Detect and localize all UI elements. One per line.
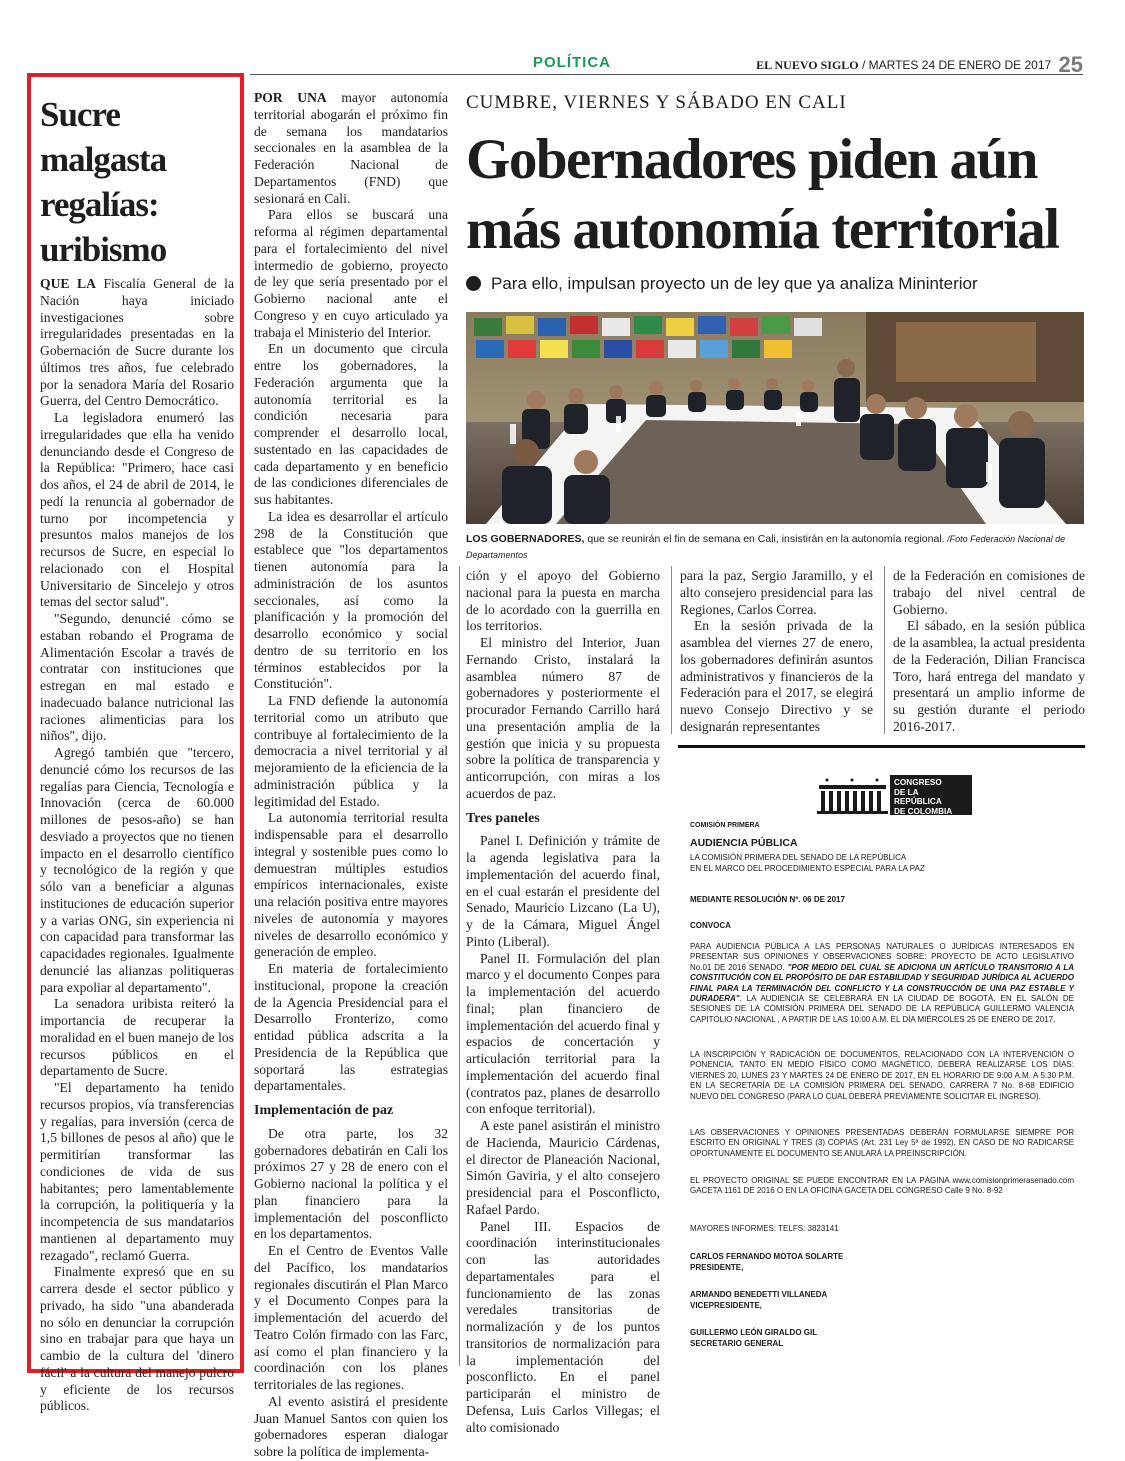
- paragraph: A este panel asistirán el ministro de Hacienda, Mauricio Cárdenas, el director de Planeación Nacional, Simón Gaviria, y el alto consejero presidencial para el Posconflicto, Rafael Pardo.: [466, 1118, 660, 1217]
- article-column-1: [254, 90, 448, 1461]
- paragraph: En la sesión privada de la asamblea del viernes 27 de enero, los gobernadores definirán asuntos administrativos y financieros de la Federación para el 2017, se elegirá nuevo Consejo Directivo y se designarán representantes: [680, 618, 873, 734]
- notice-title: AUDIENCIA PÚBLICA: [690, 837, 798, 849]
- paragraph: ción y el apoyo del Gobierno nacional para la puesta en marcha de lo acordado con la guerrilla en los territorios.: [466, 568, 660, 634]
- public-hearing-notice: [678, 745, 1085, 1357]
- sidebar-headline: Sucre malgasta regalías: uribismo: [40, 95, 167, 269]
- paragraph: La idea es desarrollar el artículo 298 de la Constitución que establece que "los departamentos tienen autonomía para la administración de los asuntos seccionales, así como la planificación y la promoción del desarrollo económico y social dentro de su territorio en los términos establecidos por la Constitución".: [254, 508, 448, 692]
- notice-paragraph: LA INSCRIPCIÓN Y RADICACIÓN DE DOCUMENTOS, RELACIONADO CON LA INTERVENCIÓN O PONENCIA, TANTO EN MEDIO FÍSICO COMO MAGNÉTICO, DEBERÁ REALIZARSE LOS DÍAS: VIERNES 20, LUNES 23 Y MARTES 24 DE ENERO DE 2017, EN EL HORARIO DE 9:00 A.M. A 5:30 P.M. EN LA SECRETARÍA DE LA COMISIÓN PRIMERA DEL SENADO, CARRERA 7 No. 8-68 EDIFICIO NUEVO DEL CONGRESO (PARA LO CUAL DEBERÁ PREVIAMENTE SOLICITAR EL INGRESO).: [690, 1050, 1074, 1101]
- kicker: CUMBRE, VIERNES Y SÁBADO EN CALI: [466, 92, 847, 113]
- subheadline: Para ello, impulsan proyecto un de ley que ya analiza Mininterior: [466, 274, 978, 294]
- commission-name: COMISIÓN PRIMERA: [690, 822, 760, 829]
- paragraph: "El departamento ha tenido recursos propios, vía transferencias y regalías, para inversión (cerca de 1,5 billones de pesos al año) que le permitirían transformar las condiciones de vida de sus habitantes; pero lamentablemente la corrupción, la politiquería y la incompetencia de sus mandatarios mantienen al departamento muy rezagado", reclamó Guerra.: [40, 1080, 234, 1263]
- paragraph: La senadora uribista reiteró la importancia de recuperar la moralidad en el buen manejo de los recursos públicos en el departamento de Sucre.: [40, 996, 234, 1079]
- convoca-label: CONVOCA: [690, 921, 731, 930]
- notice-paragraph: PARA AUDIENCIA PÚBLICA A LAS PERSONAS NATURALES O JURÍDICAS INTERESADOS EN PRESENTAR SUS OPINIONES Y OBSERVACIONES SOBRE: PROYECTO DE ACTO LEGISLATIVO No.01 DE 2016 SENADO. "POR MEDIO DEL CUAL SE ADICIONA UN ARTÍCULO TRANSITORIO A LA CONSTITUCIÓN CON EL PROPÓSITO DE DAR ESTABILIDAD Y SEGURIDAD JURÍDICA AL ACUERDO FINAL PARA LA TERMINACIÓN DEL CONFLICTO Y LA CONSTRUCCIÓN DE UNA PAZ ESTABLE Y DURADERA". LA AUDIENCIA SE CELEBRARÁ EN LA CIUDAD DE BOGOTÁ, EN EL SALÓN DE SESIONES DE LA COMISIÓN PRIMERA DEL SENADO DE LA REPÚBLICA GUILLERMO VALENCIA CAPITOLIO NACIONAL , A PARTIR DE LAS 10:00 A.M. EL DÍA MIÉRCOLES 25 DE ENERO DE 2017.: [690, 942, 1074, 1024]
- section-label: POLÍTICA: [533, 54, 611, 71]
- main-headline: Gobernadores piden aún más autonomía territorial: [466, 128, 1059, 261]
- photo-caption: [466, 531, 1084, 563]
- paragraph: En un documento que circula entre los gobernadores, la Federación argumenta que la autonomía territorial es la condición necesaria para comprender el desarrollo local, sustentado en las capacidades de cada departamento y en beneficio de las condiciones diferenciales de sus habitantes.: [254, 341, 448, 507]
- sidebar-article-body: [40, 276, 234, 1415]
- notice-subtitle: EN EL MARCO DEL PROCEDIMIENTO ESPECIAL PARA LA PAZ: [690, 864, 925, 873]
- paragraph: En materia de fortalecimiento institucional, propone la creación de la Agencia Presidencial para el Desarrollo Fronterizo, como entidad pública adscrita a la Presidencia de la República que soportará las estrategias departamentales.: [254, 961, 448, 1094]
- contact-phone: MAYORES INFORMES: TELFS: 3823141: [690, 1224, 839, 1233]
- governors-meeting-photo: [466, 312, 1084, 524]
- notice-paragraph: EL PROYECTO ORIGINAL SE PUEDE ENCONTRAR EN LA PÁGINA www.comisionprimerasenado.com GACETA 1161 DE 2016 O EN LA OFICINA GACETA DEL CONGRESO Calle 9 No. 8-92: [690, 1176, 1074, 1196]
- lead-words: POR UNA: [254, 90, 327, 105]
- paragraph: La FND defiende la autonomía territorial como un atributo que contribuye al fortalecimiento de la democracia a nivel territorial y al mejoramiento de la eficiencia de la administración pública y la legitimidad del Estado.: [254, 693, 448, 809]
- paragraph: Panel II. Formulación del plan marco y el documento Conpes para la implementación del acuerdo final; plan financiero de implementación del acuerdo final y espacios de concertación y articulación territorial para la implementación del acuerdo final (contratos paz, planes de desarrollo con enfoque territorial).: [466, 950, 660, 1117]
- caption-text: que se reunirán el fin de semana en Cali, insistirán en la autonomía regional.: [584, 533, 945, 545]
- paragraph: Al evento asistirá el presidente Juan Manuel Santos con quien los gobernadores esperan dialogar sobre la política de implementa-: [254, 1393, 448, 1459]
- lead-words: QUE LA: [40, 276, 96, 291]
- paragraph: Panel III. Espacios de coordinación interinstitucionales con las autoridades departamentales para el funcionamiento de las zonas veredales transitorias de normalización y de los puntos transitorios de normalización para la implementación del posconflicto. En el panel participarán el ministro de Defensa, Luis Carlos Villegas; el alto comisionado: [466, 1218, 660, 1435]
- paragraph: El sábado, en la sesión pública de la asamblea, la actual presidenta de la Federación, Dilian Francisca Toro, hará entrega del mandato y presentará un amplio informe de su gestión durante el periodo 2016-2017.: [893, 618, 1085, 734]
- paragraph: "Segundo, denuncié cómo se estaban robando el Programa de Alimentación Escolar a través de contratar con instituciones que estregan en mal estado e inadecuado balance nutricional las raciones alimenticias para los niños", dijo.: [40, 611, 234, 744]
- signatory-role: VICEPRESIDENTE,: [690, 1301, 763, 1310]
- article-column-2: [466, 568, 660, 1436]
- paragraph: de la Federación en comisiones de trabajo del nivel central de Gobierno.: [893, 568, 1085, 617]
- paragraph: Para ellos se buscará una reforma al régimen departamental para el fortalecimiento del nivel intermedio de gobierno, proyecto de ley que sería presentado por el Gobierno nacional ante el Congreso y en cuyo articulado ya trabaja el Ministerio del Interior.: [254, 207, 448, 340]
- header-rule: [250, 74, 1083, 75]
- paragraph: QUE LA Fiscalía General de la Nación haya iniciado investigaciones sobre irregularidades presentadas en la Gobernación de Sucre durante los últimos tres años, fue celebrado por la senadora María del Rosario Guerra, del Centro Democrático.: [40, 276, 234, 409]
- signatory-name: ARMANDO BENEDETTI VILLANEDA: [690, 1290, 828, 1299]
- notice-subtitle: LA COMISIÓN PRIMERA DEL SENADO DE LA REPÚBLICA: [690, 853, 907, 862]
- paragraph: Panel I. Definición y trámite de la agenda legislativa para la implementación del acuerdo final, en el cual estarán el presidente del Senado, Mauricio Lizcano (La U), y de la Cámara, Miguel Ángel Pinto (Liberal).: [466, 833, 660, 949]
- column-divider: [671, 566, 672, 734]
- paragraph: La autonomía territorial resulta indispensable para el desarrollo integral y sostenible pues como lo demuestran múltiples estudios empíricos internacionales, existe una relación positiva entre mayores niveles de autonomía y mayores niveles de desarrollo económico y generación de empleo.: [254, 810, 448, 960]
- signatory-role: SECRETARIO GENERAL: [690, 1339, 784, 1348]
- signatory-role: PRESIDENTE,: [690, 1263, 744, 1272]
- article-column-4: [893, 568, 1085, 736]
- photo-credit: /Foto Federación Nacional de Departamentos: [466, 534, 1066, 560]
- paragraph: El ministro del Interior, Juan Fernando Cristo, instalará la asamblea número 87 de gobernadores y posteriormente el procurador Fernando Carrillo hará una presentación amplia de la gestión que inicia y su propuesta sobre la política de transparencia y anticorrupción, con miras a los acuerdos de paz.: [466, 635, 660, 801]
- article-column-3: [680, 568, 873, 736]
- column-divider: [884, 566, 885, 734]
- paragraph: para la paz, Sergio Jaramillo, y el alto consejero presidencial para las Regiones, Carlos Correa.: [680, 568, 873, 617]
- section-subheading: Implementación de paz: [254, 1103, 394, 1118]
- newspaper-name: EL NUEVO SIGLO: [756, 58, 859, 72]
- paragraph: En el Centro de Eventos Valle del Pacífico, los mandatarios regionales discutirán el Plan Marco y el Documento Conpes para la implementación del acuerdo del Teatro Colón firmado con las Farc, así como el plan financiero y la coordinación con los planes territoriales de las regiones.: [254, 1243, 448, 1392]
- column-divider: [459, 566, 460, 1366]
- paragraph: De otra parte, los 32 gobernadores debatirán en Cali los próximos 27 y 28 de enero con el Gobierno nacional la política y el plan financiero para la implementación del posconflicto en los departamentos.: [254, 1125, 448, 1242]
- issue-date: / MARTES 24 DE ENERO DE 2017: [861, 58, 1052, 72]
- section-subheading: Tres paneles: [466, 810, 540, 826]
- capitol-logo-icon: [815, 775, 890, 815]
- caption-lead: LOS GOBERNADORES,: [466, 533, 585, 545]
- bullet-icon: [466, 276, 481, 291]
- congress-logo: CONGRESO DE LA REPÚBLICA DE COLOMBIA SENADO DE LA REPÚBLICA: [890, 775, 972, 815]
- meeting-photo-illustration: [466, 312, 1084, 524]
- page-number: 25: [1058, 52, 1083, 77]
- paragraph: La legisladora enumeró las irregularidades que ella ha venido denunciando desde el Congreso de la República: "Primero, hace casi dos años, el 24 de abril de 2014, le pedí la renuncia al gobernador de turno por incompetencia y presuntos malos manejos de los recursos de Sucre, en especial lo relacionado con el Hospital Universitario de Sincelejo y otros temas del sector salud".: [40, 410, 234, 610]
- paragraph: Finalmente expresó que en su carrera desde el sector público y privado, ha sido "una abanderada no sólo en denunciar la corrupción sino en trabajar para que haya un cambio de la cultura del 'dinero fácil' a la cultura del manejo pulcro y eficiente de los recursos públicos.: [40, 1264, 234, 1414]
- signatory-name: CARLOS FERNANDO MOTOA SOLARTE: [690, 1252, 844, 1261]
- paragraph: POR UNA mayor autonomía territorial abogarán el próximo fin de semana los mandatarios seccionales en la asamblea de la Federación Nacional de Departamentos (FND) que sesionará en Cali.: [254, 90, 448, 206]
- paragraph: Agregó también que "tercero, denuncié cómo los recursos de las regalías para Ciencia, Tecnología e Innovación (cerca de 60.000 millones de pesos-año) se han desviado a proyectos que no tienen impacto en el desarrollo científico y tecnológico de la región y que sólo van a beneficiar a algunas instituciones de educación superior y a varias ONG, sin experiencia ni con capacidad para transformar las capacidades regionales. Igualmente denuncié las alianzas politiqueras para expoliar al departamento".: [40, 745, 234, 995]
- signatory-name: GUILLERMO LEÓN GIRALDO GIL: [690, 1328, 818, 1337]
- notice-paragraph: LAS OBSERVACIONES Y OPINIONES PRESENTADAS DEBERÁN FORMULARSE SIEMPRE POR ESCRITO EN ORIGINAL Y TRES (3) COPIAS (Art. 231 Ley 5ª de 1992), EN CASO DE NO RADICARSE OPORTUNAMENTE EL DOCUMENTO SE ANULARÁ LA PREINSCRIPCIÓN.: [690, 1128, 1074, 1158]
- resolution-number: MEDIANTE RESOLUCIÓN Nº. 06 DE 2017: [690, 895, 845, 904]
